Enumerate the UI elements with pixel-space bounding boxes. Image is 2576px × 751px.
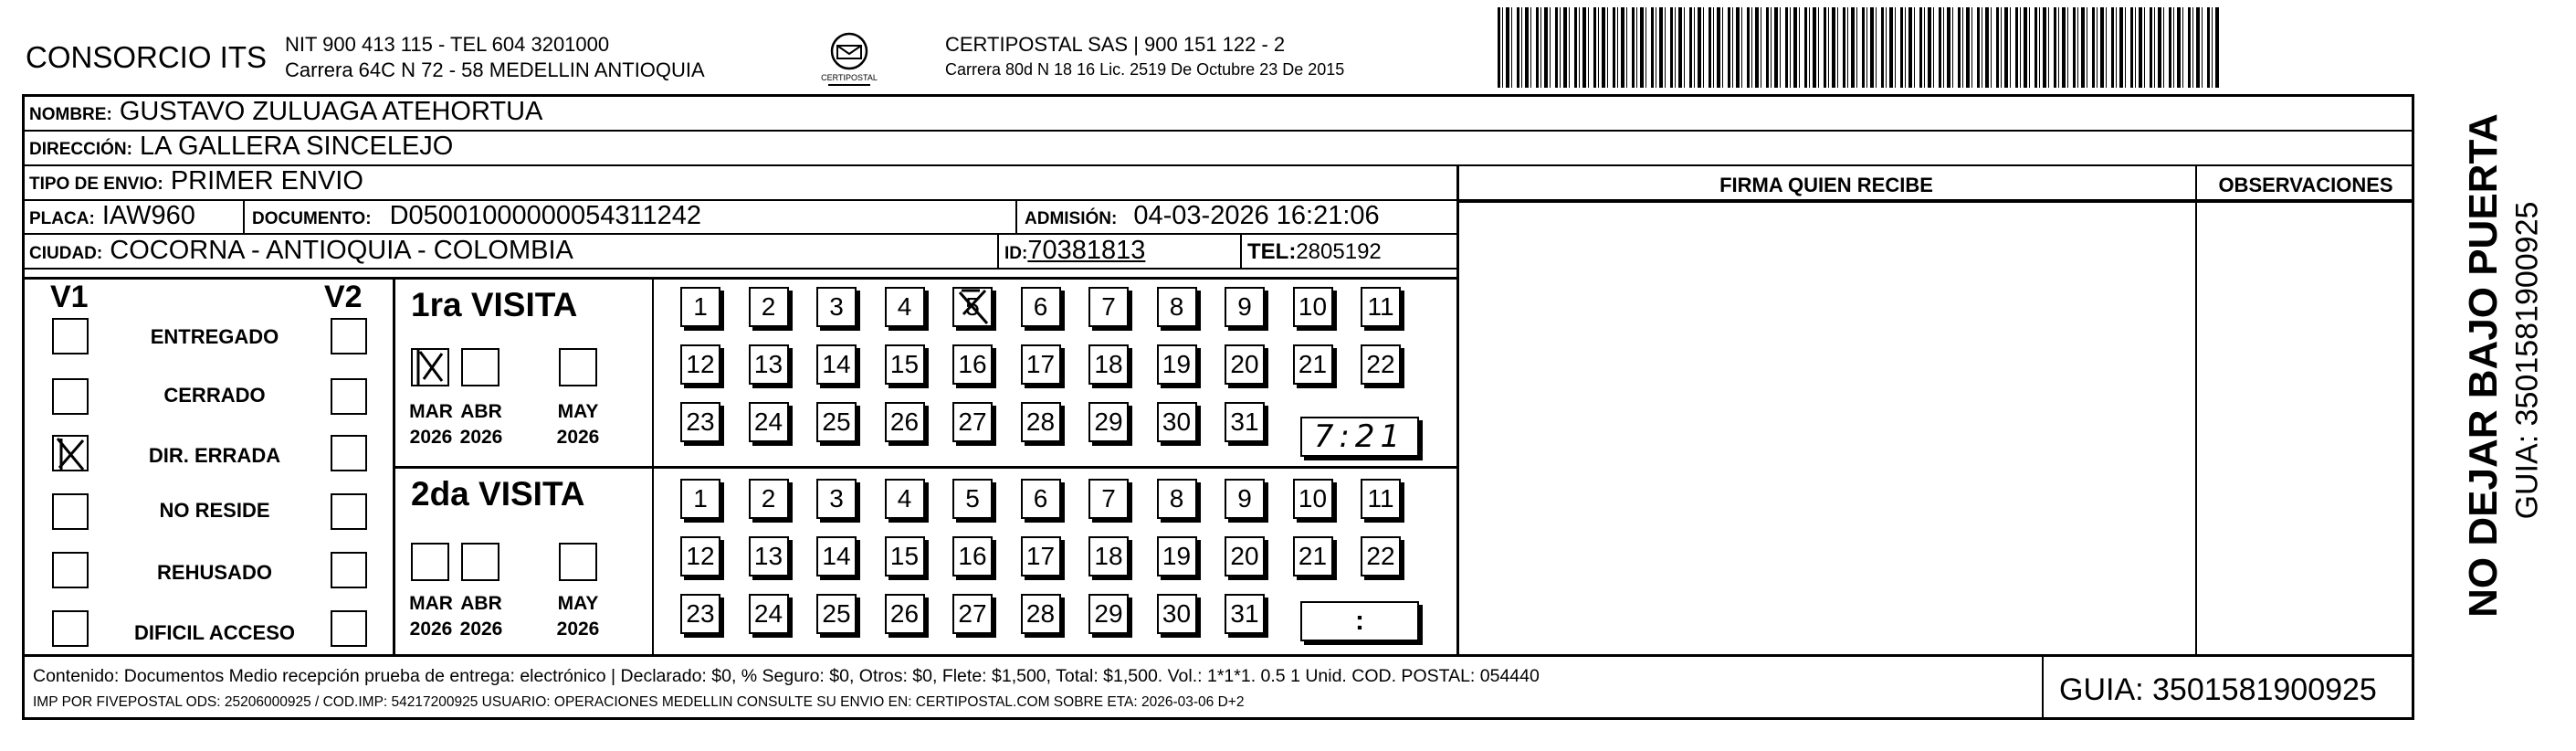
documento-label: DOCUMENTO: — [252, 209, 372, 228]
month-mar-label: MAR — [409, 401, 453, 422]
month-may-label: MAY — [557, 401, 599, 422]
second-visit-day-28[interactable] — [1021, 594, 1061, 634]
first-visit-time: 7:21 — [1313, 418, 1406, 455]
first-visit-day-11[interactable] — [1361, 287, 1401, 327]
first-visit-day-19[interactable] — [1157, 344, 1197, 385]
first-visit-day-2[interactable] — [749, 287, 789, 327]
day-number: 16 — [958, 350, 987, 378]
second-visit-day-14[interactable] — [816, 536, 857, 576]
side-warning: NO DEJAR BAJO PUERTA — [2461, 113, 2506, 618]
day-number: 6 — [1033, 484, 1048, 513]
first-visit-month-may-checkbox[interactable] — [559, 348, 597, 386]
second-visit-day-1[interactable] — [680, 479, 720, 519]
day-number: 17 — [1025, 542, 1056, 570]
first-visit-day-31[interactable] — [1225, 402, 1265, 442]
day-number: 21 — [1298, 542, 1328, 570]
day-number: 21 — [1298, 350, 1328, 378]
direccion-label: DIRECCIÓN: — [29, 140, 132, 159]
day-number: 26 — [889, 599, 920, 628]
v2-entregado-checkbox[interactable] — [331, 318, 367, 354]
day-number: 7 — [1101, 292, 1116, 321]
second-visit-day-22[interactable] — [1361, 536, 1401, 576]
day-number: 2 — [761, 484, 776, 513]
second-visit-day-18[interactable] — [1088, 536, 1129, 576]
second-visit-day-27[interactable] — [952, 594, 993, 634]
v2-dificil-acceso-checkbox[interactable] — [331, 610, 367, 647]
first-visit-month-mar-checkbox[interactable] — [411, 348, 449, 386]
second-visit-day-31[interactable] — [1225, 594, 1265, 634]
v2-cerrado-checkbox[interactable] — [331, 378, 367, 415]
first-visit-day-28[interactable] — [1021, 402, 1061, 442]
day-number: 23 — [686, 599, 715, 628]
first-visit-day-27[interactable] — [952, 402, 993, 442]
company-address: Carrera 64C N 72 - 58 MEDELLIN ANTIOQUIA — [285, 58, 705, 81]
first-visit-day-24[interactable] — [749, 402, 789, 442]
company-nit: NIT 900 413 115 - TEL 604 3201000 — [285, 33, 610, 56]
first-visit-title: 1ra VISITA — [411, 286, 578, 323]
v1-rehusado-checkbox[interactable] — [52, 552, 89, 588]
footer-contents: Contenido: Documentos Medio recepción prueba de entrega: electrónico | Declarado: $0, % Seguro: $0, Otros: $0, Flete: $1,500, Total: $1,500. Vol.: 1*1*1. 0.5 1 Unid. COD. POSTAL: 054440 — [33, 666, 1540, 686]
day-number: 24 — [753, 599, 783, 628]
tel-label: TEL: — [1247, 239, 1297, 264]
v1-cerrado-checkbox[interactable] — [52, 378, 89, 415]
id-value: 70381813 — [1027, 236, 1146, 265]
nombre-label: NOMBRE: — [29, 105, 112, 124]
day-number: 11 — [1367, 484, 1394, 513]
second-visit-day-29[interactable] — [1088, 594, 1129, 634]
second-visit-day-21[interactable] — [1293, 536, 1333, 576]
day-number: 28 — [1025, 599, 1056, 628]
day-number: 24 — [753, 407, 783, 436]
day-number: 31 — [1230, 599, 1259, 628]
day-number: 17 — [1025, 350, 1056, 378]
second-visit-day-8[interactable] — [1157, 479, 1197, 519]
first-visit-day-10[interactable] — [1293, 287, 1333, 327]
first-visit-day-20[interactable] — [1225, 344, 1265, 385]
second-visit-time: : — [1355, 606, 1364, 636]
ciudad-label: CIUDAD: — [29, 244, 103, 263]
side-guia: GUIA: 3501581900925 — [2509, 201, 2545, 520]
footer-print-info: IMP POR FIVEPOSTAL ODS: 25206000925 / COD.IMP: 54217200925 USUARIO: OPERACIONES MEDELLIN CONSULTE SU ENVIO EN: CERTIPOSTAL.COM SOBRE ETA: 2026-03-06 D+2 — [33, 694, 1245, 710]
day-number: 1 — [693, 292, 708, 321]
year-abr-label: 2026 — [459, 619, 503, 640]
second-visit-day-30[interactable] — [1157, 594, 1197, 634]
day-number: 7 — [1101, 484, 1116, 513]
id-label: ID: — [1004, 244, 1028, 263]
v2-label: V2 — [324, 280, 363, 314]
ciudad-value: COCORNA - ANTIOQUIA - COLOMBIA — [110, 236, 573, 265]
first-visit-day-22[interactable] — [1361, 344, 1401, 385]
second-visit-day-24[interactable] — [749, 594, 789, 634]
day-number: 29 — [1094, 407, 1123, 436]
first-visit-day-5[interactable] — [952, 287, 993, 327]
day-number: 13 — [753, 542, 783, 570]
first-visit-day-23[interactable] — [680, 402, 720, 442]
second-visit-day-25[interactable] — [816, 594, 857, 634]
day-number: 27 — [958, 599, 987, 628]
year-may-label: 2026 — [556, 619, 600, 640]
first-visit-day-9[interactable] — [1225, 287, 1265, 327]
day-number: 5 — [965, 292, 980, 321]
day-number: 25 — [822, 599, 851, 628]
second-visit-day-6[interactable] — [1021, 479, 1061, 519]
second-visit-time-box[interactable] — [1300, 601, 1419, 641]
tipo-envio-label: TIPO DE ENVIO: — [29, 175, 163, 194]
first-visit-day-6[interactable] — [1021, 287, 1061, 327]
second-visit-month-may-checkbox[interactable] — [559, 543, 597, 581]
check-mark-icon — [52, 435, 89, 471]
first-visit-day-13[interactable] — [749, 344, 789, 385]
day-number: 26 — [889, 407, 920, 436]
first-visit-day-3[interactable] — [816, 287, 857, 327]
status-rehusado: REHUSADO — [157, 561, 272, 584]
day-number: 8 — [1169, 484, 1184, 513]
day-number: 14 — [822, 542, 851, 570]
first-visit-day-15[interactable] — [885, 344, 925, 385]
v1-entregado-checkbox[interactable] — [52, 318, 89, 354]
tipo-envio-value: PRIMER ENVIO — [170, 166, 363, 196]
day-number: 13 — [753, 350, 783, 378]
second-visit-day-4[interactable] — [885, 479, 925, 519]
first-visit-day-30[interactable] — [1157, 402, 1197, 442]
day-number: 11 — [1367, 292, 1394, 321]
day-number: 22 — [1366, 542, 1395, 570]
day-number: 23 — [686, 407, 715, 436]
status-no-reside: NO RESIDE — [159, 499, 270, 522]
day-number: 20 — [1230, 350, 1259, 378]
v2-rehusado-checkbox[interactable] — [331, 552, 367, 588]
v2-dir-errada-checkbox[interactable] — [331, 435, 367, 471]
day-number: 1 — [693, 484, 708, 513]
first-visit-time-box[interactable] — [1300, 417, 1419, 457]
v1-no-reside-checkbox[interactable] — [52, 493, 89, 530]
day-number: 10 — [1298, 484, 1328, 513]
svg-text:CERTIPOSTAL: CERTIPOSTAL — [821, 73, 878, 82]
day-number: 19 — [1162, 350, 1192, 378]
day-number: 9 — [1237, 484, 1252, 513]
first-visit-day-14[interactable] — [816, 344, 857, 385]
first-visit-day-26[interactable] — [885, 402, 925, 442]
day-number: 9 — [1237, 292, 1252, 321]
month-mar-label: MAR — [409, 593, 453, 614]
month-may-label: MAY — [557, 593, 599, 614]
second-visit-month-mar-checkbox[interactable] — [411, 543, 449, 581]
day-number: 15 — [889, 350, 920, 378]
first-visit-day-29[interactable] — [1088, 402, 1129, 442]
first-visit-day-17[interactable] — [1021, 344, 1061, 385]
day-number: 14 — [822, 350, 851, 378]
first-visit-day-8[interactable] — [1157, 287, 1197, 327]
second-visit-day-15[interactable] — [885, 536, 925, 576]
first-visit-day-4[interactable] — [885, 287, 925, 327]
tel-value: 2805192 — [1296, 239, 1382, 264]
footer-guia: GUIA: 3501581900925 — [2059, 672, 2377, 707]
day-number: 30 — [1162, 599, 1192, 628]
company-name: CONSORCIO ITS — [26, 40, 268, 74]
first-visit-day-12[interactable] — [680, 344, 720, 385]
v1-dificil-acceso-checkbox[interactable] — [52, 610, 89, 647]
month-abr-label: ABR — [460, 593, 502, 614]
check-mark-icon — [952, 287, 993, 327]
day-number: 27 — [958, 407, 987, 436]
day-number: 10 — [1298, 292, 1328, 321]
status-entregado: ENTREGADO — [150, 325, 279, 348]
check-mark-icon — [411, 348, 449, 386]
day-number: 18 — [1094, 542, 1123, 570]
second-visit-day-17[interactable] — [1021, 536, 1061, 576]
day-number: 5 — [965, 484, 980, 513]
day-number: 12 — [686, 350, 715, 378]
first-visit-day-7[interactable] — [1088, 287, 1129, 327]
envelope-logo-icon — [817, 31, 881, 91]
second-visit-day-16[interactable] — [952, 536, 993, 576]
placa-label: PLACA: — [29, 209, 95, 228]
v2-no-reside-checkbox[interactable] — [331, 493, 367, 530]
year-may-label: 2026 — [556, 427, 600, 448]
day-number: 12 — [686, 542, 715, 570]
certipostal-logo — [817, 31, 881, 91]
day-number: 22 — [1366, 350, 1395, 378]
day-number: 20 — [1230, 542, 1259, 570]
second-visit-title: 2da VISITA — [411, 475, 585, 513]
second-visit-day-9[interactable] — [1225, 479, 1265, 519]
day-number: 31 — [1230, 407, 1259, 436]
second-visit-day-10[interactable] — [1293, 479, 1333, 519]
month-abr-label: ABR — [460, 401, 502, 422]
day-number: 18 — [1094, 350, 1123, 378]
second-visit-day-7[interactable] — [1088, 479, 1129, 519]
day-number: 16 — [958, 542, 987, 570]
status-dir-errada: DIR. ERRADA — [148, 444, 281, 467]
day-number: 4 — [897, 484, 912, 513]
second-visit-month-abr-checkbox[interactable] — [461, 543, 499, 581]
first-visit-day-18[interactable] — [1088, 344, 1129, 385]
first-visit-day-25[interactable] — [816, 402, 857, 442]
status-cerrado: CERRADO — [163, 384, 266, 407]
day-number: 30 — [1162, 407, 1192, 436]
second-visit-day-2[interactable] — [749, 479, 789, 519]
status-dificil-acceso: DIFICIL ACCESO — [133, 621, 295, 644]
year-mar-label: 2026 — [409, 619, 453, 640]
placa-value: IAW960 — [101, 201, 195, 230]
day-number: 28 — [1025, 407, 1056, 436]
day-number: 8 — [1169, 292, 1184, 321]
first-visit-day-21[interactable] — [1293, 344, 1333, 385]
v1-dir-errada-checkbox[interactable] — [52, 435, 89, 471]
barcode — [1498, 7, 2221, 88]
day-number: 4 — [897, 292, 912, 321]
day-number: 2 — [761, 292, 776, 321]
first-visit-day-16[interactable] — [952, 344, 993, 385]
courier-name: CERTIPOSTAL SAS | 900 151 122 - 2 — [945, 33, 1286, 56]
documento-value: D05001000000054311242 — [389, 201, 701, 230]
day-number: 19 — [1162, 542, 1192, 570]
second-visit-day-3[interactable] — [816, 479, 857, 519]
observaciones-label: OBSERVACIONES — [2218, 174, 2393, 196]
second-visit-day-5[interactable] — [952, 479, 993, 519]
second-visit-day-11[interactable] — [1361, 479, 1401, 519]
v1-label: V1 — [50, 280, 89, 314]
day-number: 25 — [822, 407, 851, 436]
day-number: 15 — [889, 542, 920, 570]
day-number: 6 — [1033, 292, 1048, 321]
day-number: 29 — [1094, 599, 1123, 628]
year-mar-label: 2026 — [409, 427, 453, 448]
day-number: 3 — [829, 292, 844, 321]
second-visit-day-13[interactable] — [749, 536, 789, 576]
admision-label: ADMISIÓN: — [1025, 209, 1118, 228]
firma-label: FIRMA QUIEN RECIBE — [1719, 174, 1933, 196]
first-visit-day-1[interactable] — [680, 287, 720, 327]
second-visit-day-26[interactable] — [885, 594, 925, 634]
courier-license: Carrera 80d N 18 16 Lic. 2519 De Octubre 23 De 2015 — [945, 60, 1345, 79]
day-number: 3 — [829, 484, 844, 513]
direccion-value: LA GALLERA SINCELEJO — [140, 132, 454, 161]
second-visit-day-20[interactable] — [1225, 536, 1265, 576]
second-visit-day-19[interactable] — [1157, 536, 1197, 576]
nombre-value: GUSTAVO ZULUAGA ATEHORTUA — [119, 97, 543, 126]
first-visit-month-abr-checkbox[interactable] — [461, 348, 499, 386]
second-visit-day-23[interactable] — [680, 594, 720, 634]
year-abr-label: 2026 — [459, 427, 503, 448]
admision-value: 04-03-2026 16:21:06 — [1133, 201, 1380, 230]
second-visit-day-12[interactable] — [680, 536, 720, 576]
